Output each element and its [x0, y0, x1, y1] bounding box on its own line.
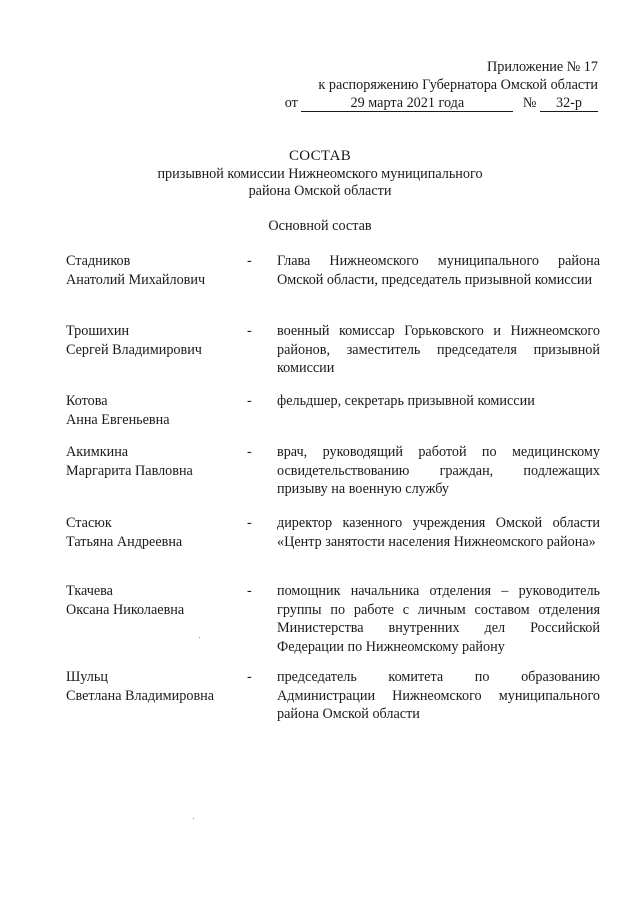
member-surname: Стасюк	[66, 515, 112, 531]
member-role: Глава Нижнеомского муниципального района Омской области, председатель призывной комиссии	[277, 253, 600, 288]
title-heading: СОСТАВ	[288, 148, 352, 164]
document-title	[0, 148, 640, 200]
member-dash: -	[247, 323, 252, 339]
member-given-names: Светлана Владимировна	[66, 687, 215, 704]
member-surname: Котова	[66, 393, 108, 409]
section-title: Основной состав	[268, 218, 372, 234]
member-dash: -	[247, 669, 252, 685]
member-role: помощник начальника отделения – руководитель группы по работе с личным составом отделения Министерства внутренних дел Российской Федерации по Нижнеомскому району	[277, 583, 600, 655]
member-surname: Трошихин	[66, 323, 130, 339]
member-role: фельдшер, секретарь призывной комиссии	[277, 393, 535, 409]
member-dash: -	[247, 393, 252, 409]
member-dash: -	[247, 444, 252, 460]
scan-speck	[199, 637, 200, 638]
member-given-names: Анна Евгеньевна	[66, 411, 170, 428]
title-line-1: призывной комиссии Нижнеомского муниципального	[157, 166, 483, 182]
member-name	[66, 392, 236, 429]
member-dash: -	[247, 583, 252, 599]
member-surname: Акимкина	[66, 444, 129, 460]
member-name	[66, 514, 236, 551]
number-label: №	[522, 95, 537, 111]
member-surname: Шульц	[66, 669, 108, 685]
appendix-date-line	[285, 94, 598, 112]
order-number: 32-р	[540, 95, 598, 112]
member-name	[66, 252, 236, 289]
member-given-names: Анатолий Михайлович	[66, 271, 206, 288]
member-role: председатель комитета по образованию Администрации Нижнеомского муниципального района Омской области	[277, 669, 600, 722]
appendix-header	[285, 58, 598, 112]
order-date: 29 марта 2021 года	[301, 95, 513, 112]
scan-speck	[193, 818, 194, 819]
member-given-names: Сергей Владимирович	[66, 341, 202, 358]
member-dash: -	[247, 515, 252, 531]
member-name	[66, 443, 236, 480]
appendix-order-reference: к распоряжению Губернатора Омской области	[318, 77, 598, 93]
member-name	[66, 668, 236, 705]
member-given-names: Татьяна Андреевна	[66, 533, 183, 550]
member-surname: Стадников	[66, 253, 131, 269]
title-line-2: района Омской области	[248, 183, 392, 199]
from-label: от	[284, 95, 298, 111]
member-given-names: Оксана Николаевна	[66, 601, 185, 618]
member-role: врач, руководящий работой по медицинскому освидетельствованию граждан, подлежащих призыву на военную службу	[277, 444, 600, 497]
appendix-number: Приложение № 17	[487, 59, 598, 75]
member-surname: Ткачева	[66, 583, 113, 599]
member-name	[66, 322, 236, 359]
member-given-names: Маргарита Павловна	[66, 462, 193, 479]
member-name	[66, 582, 236, 619]
member-role: военный комиссар Горьковского и Нижнеомского районов, заместитель председателя призывной комиссии	[277, 323, 600, 376]
member-role: директор казенного учреждения Омской области «Центр занятости населения Нижнеомского района»	[277, 515, 600, 550]
member-dash: -	[247, 253, 252, 269]
